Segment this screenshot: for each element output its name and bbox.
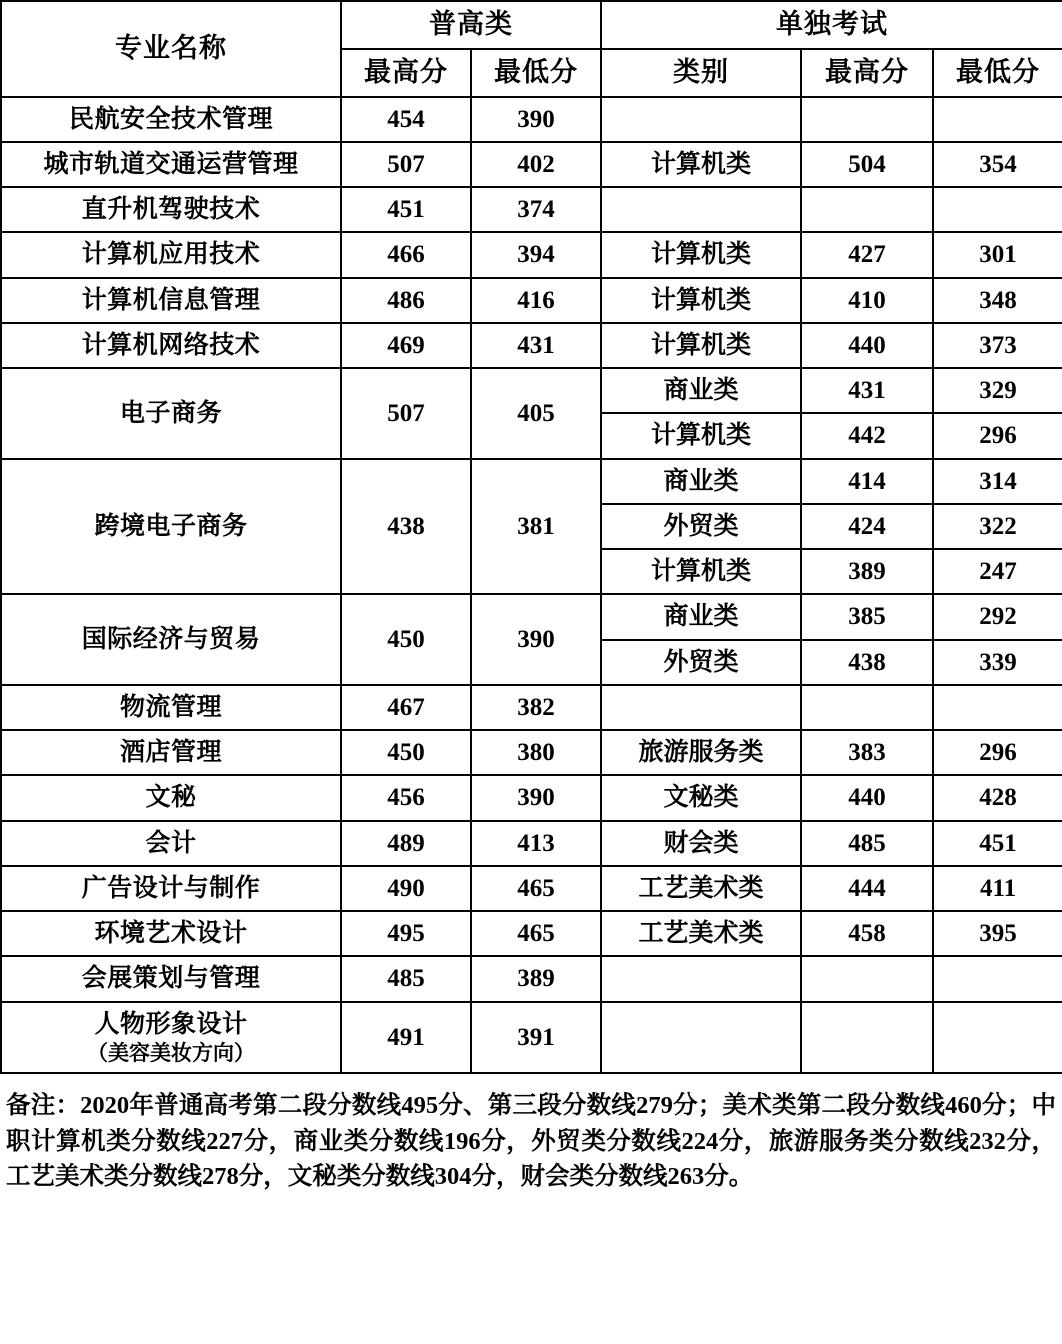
- major-name-cell: 计算机应用技术: [1, 232, 341, 277]
- header-row-groups: [1, 1, 1062, 49]
- single-category-cell: 财会类: [601, 821, 801, 866]
- general-high-cell: 454: [341, 97, 471, 142]
- single-high-cell: 431: [801, 368, 933, 413]
- header-single-high: 最高分: [801, 49, 933, 97]
- single-high-cell: 504: [801, 142, 933, 187]
- header-single-category: 类别: [601, 49, 801, 97]
- single-category-cell: 计算机类: [601, 413, 801, 458]
- single-high-cell: [801, 956, 933, 1001]
- major-name-cell: 人物形象设计 （美容美妆方向）: [1, 1002, 341, 1074]
- single-category-cell: 计算机类: [601, 549, 801, 594]
- single-low-cell: [933, 97, 1062, 142]
- major-name-cell: 环境艺术设计: [1, 911, 341, 956]
- general-low-cell: 402: [471, 142, 601, 187]
- general-high-cell: 485: [341, 956, 471, 1001]
- general-high-cell: 486: [341, 278, 471, 323]
- single-category-cell: [601, 685, 801, 730]
- header-major: 专业名称: [1, 1, 341, 97]
- major-name-cell: 酒店管理: [1, 730, 341, 775]
- single-high-cell: [801, 97, 933, 142]
- single-category-cell: 工艺美术类: [601, 911, 801, 956]
- general-low-cell: 374: [471, 187, 601, 232]
- header-group-single: 单独考试: [601, 1, 1062, 49]
- general-high-cell: 450: [341, 730, 471, 775]
- general-high-cell: 469: [341, 323, 471, 368]
- major-name-cell: 会计: [1, 821, 341, 866]
- general-high-cell: 450: [341, 594, 471, 685]
- general-low-cell: 390: [471, 775, 601, 820]
- major-name-cell: 民航安全技术管理: [1, 97, 341, 142]
- single-category-cell: 旅游服务类: [601, 730, 801, 775]
- general-high-cell: 489: [341, 821, 471, 866]
- table-row: [1, 866, 1062, 911]
- general-high-cell: 466: [341, 232, 471, 277]
- general-low-cell: 413: [471, 821, 601, 866]
- single-category-cell: 工艺美术类: [601, 866, 801, 911]
- general-low-cell: 380: [471, 730, 601, 775]
- single-category-cell: [601, 97, 801, 142]
- single-high-cell: [801, 1002, 933, 1074]
- single-high-cell: 414: [801, 459, 933, 504]
- major-name-cell: 城市轨道交通运营管理: [1, 142, 341, 187]
- general-low-cell: 381: [471, 459, 601, 595]
- general-high-cell: 491: [341, 1002, 471, 1074]
- major-name-cell: 直升机驾驶技术: [1, 187, 341, 232]
- single-category-cell: 商业类: [601, 368, 801, 413]
- single-low-cell: [933, 187, 1062, 232]
- major-name-cell: 物流管理: [1, 685, 341, 730]
- table-row: [1, 459, 1062, 504]
- table-row: [1, 187, 1062, 232]
- single-high-cell: [801, 685, 933, 730]
- general-high-cell: 495: [341, 911, 471, 956]
- single-category-cell: 外贸类: [601, 640, 801, 685]
- footnote: 备注：2020年普通高考第二段分数线495分、第三段分数线279分；美术类第二段分数线460分；中职计算机类分数线227分，商业类分数线196分，外贸类分数线224分，旅游服务类分数线232分，工艺美术类分数线278分，文秘类分数线304分，财会类分数线263分。: [6, 1092, 1056, 1191]
- general-high-cell: 490: [341, 866, 471, 911]
- single-low-cell: 301: [933, 232, 1062, 277]
- single-high-cell: 410: [801, 278, 933, 323]
- general-low-cell: 391: [471, 1002, 601, 1074]
- major-name-cell: 跨境电子商务: [1, 459, 341, 595]
- single-high-cell: 427: [801, 232, 933, 277]
- major-name-cell: 电子商务: [1, 368, 341, 459]
- single-low-cell: [933, 685, 1062, 730]
- single-category-cell: 计算机类: [601, 142, 801, 187]
- single-low-cell: 247: [933, 549, 1062, 594]
- table-row: [1, 232, 1062, 277]
- single-low-cell: 348: [933, 278, 1062, 323]
- single-low-cell: 322: [933, 504, 1062, 549]
- single-high-cell: 424: [801, 504, 933, 549]
- single-low-cell: 339: [933, 640, 1062, 685]
- header-general-low: 最低分: [471, 49, 601, 97]
- single-low-cell: 373: [933, 323, 1062, 368]
- major-name-cell: 计算机信息管理: [1, 278, 341, 323]
- major-name-cell: 文秘: [1, 775, 341, 820]
- single-category-cell: 计算机类: [601, 323, 801, 368]
- single-high-cell: 458: [801, 911, 933, 956]
- single-high-cell: 438: [801, 640, 933, 685]
- major-name-cell: 计算机网络技术: [1, 323, 341, 368]
- single-high-cell: 485: [801, 821, 933, 866]
- single-low-cell: 395: [933, 911, 1062, 956]
- single-high-cell: 440: [801, 775, 933, 820]
- general-high-cell: 451: [341, 187, 471, 232]
- single-low-cell: 411: [933, 866, 1062, 911]
- table-body: [1, 97, 1062, 1074]
- table-row: [1, 1002, 1062, 1074]
- single-category-cell: [601, 956, 801, 1001]
- table-row: [1, 142, 1062, 187]
- single-category-cell: 商业类: [601, 459, 801, 504]
- general-low-cell: 394: [471, 232, 601, 277]
- general-high-cell: 507: [341, 368, 471, 459]
- table-row: [1, 368, 1062, 413]
- single-low-cell: 296: [933, 730, 1062, 775]
- general-high-cell: 456: [341, 775, 471, 820]
- single-low-cell: 296: [933, 413, 1062, 458]
- single-high-cell: 440: [801, 323, 933, 368]
- major-name-cell: 国际经济与贸易: [1, 594, 341, 685]
- single-low-cell: [933, 1002, 1062, 1074]
- table-row: [1, 730, 1062, 775]
- single-category-cell: [601, 187, 801, 232]
- general-high-cell: 507: [341, 142, 471, 187]
- general-low-cell: 405: [471, 368, 601, 459]
- general-low-cell: 382: [471, 685, 601, 730]
- general-high-cell: 467: [341, 685, 471, 730]
- single-high-cell: 383: [801, 730, 933, 775]
- single-category-cell: 计算机类: [601, 278, 801, 323]
- single-high-cell: [801, 187, 933, 232]
- single-high-cell: 389: [801, 549, 933, 594]
- table-row: [1, 685, 1062, 730]
- major-name-cell: 广告设计与制作: [1, 866, 341, 911]
- single-category-cell: [601, 1002, 801, 1074]
- table-row: [1, 97, 1062, 142]
- single-category-cell: 外贸类: [601, 504, 801, 549]
- single-low-cell: 329: [933, 368, 1062, 413]
- major-name-sub: （美容美妆方向）: [87, 1040, 255, 1065]
- single-high-cell: 442: [801, 413, 933, 458]
- table-row: [1, 594, 1062, 639]
- general-low-cell: 390: [471, 97, 601, 142]
- table-row: [1, 911, 1062, 956]
- header-single-low: 最低分: [933, 49, 1062, 97]
- header-group-general: 普高类: [341, 1, 601, 49]
- single-low-cell: 428: [933, 775, 1062, 820]
- single-low-cell: 292: [933, 594, 1062, 639]
- header-general-high: 最高分: [341, 49, 471, 97]
- table-head: [1, 1, 1062, 97]
- single-category-cell: 计算机类: [601, 232, 801, 277]
- table-row: [1, 956, 1062, 1001]
- table-row: [1, 323, 1062, 368]
- general-low-cell: 390: [471, 594, 601, 685]
- single-category-cell: 文秘类: [601, 775, 801, 820]
- single-category-cell: 商业类: [601, 594, 801, 639]
- single-high-cell: 444: [801, 866, 933, 911]
- general-high-cell: 438: [341, 459, 471, 595]
- single-high-cell: 385: [801, 594, 933, 639]
- single-low-cell: 354: [933, 142, 1062, 187]
- table-row: [1, 821, 1062, 866]
- single-low-cell: 451: [933, 821, 1062, 866]
- general-low-cell: 465: [471, 866, 601, 911]
- general-low-cell: 465: [471, 911, 601, 956]
- table-row: [1, 775, 1062, 820]
- major-name-cell: 会展策划与管理: [1, 956, 341, 1001]
- general-low-cell: 416: [471, 278, 601, 323]
- single-low-cell: [933, 956, 1062, 1001]
- general-low-cell: 389: [471, 956, 601, 1001]
- general-low-cell: 431: [471, 323, 601, 368]
- table-row: [1, 278, 1062, 323]
- single-low-cell: 314: [933, 459, 1062, 504]
